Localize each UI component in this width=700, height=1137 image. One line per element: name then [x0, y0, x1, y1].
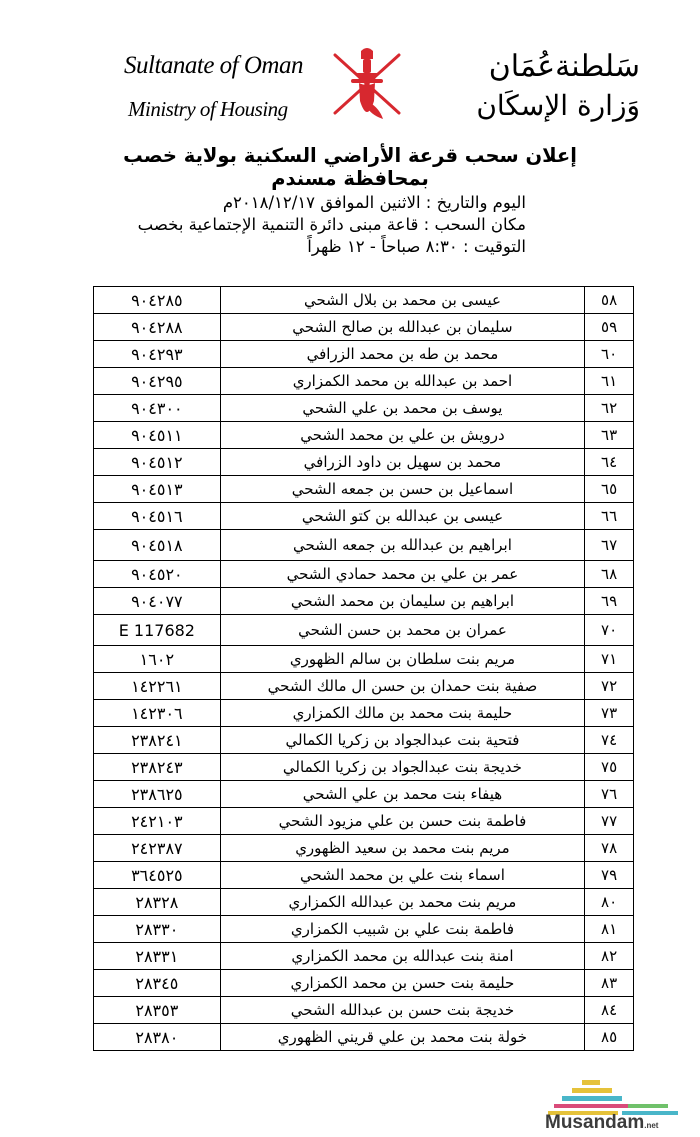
- row-code: ٢٨٣٤٥: [94, 970, 221, 997]
- table-row: [94, 727, 634, 754]
- row-code: ٩٠٤٢٩٥: [94, 368, 221, 395]
- row-name: خولة بنت محمد بن علي قريني الظهوري: [220, 1024, 584, 1051]
- row-name: سليمان بن عبدالله بن صالح الشحي: [220, 314, 584, 341]
- row-name: مريم بنت سلطان بن سالم الظهوري: [220, 646, 584, 673]
- row-name: حليمة بنت حسن بن محمد الكمزاري: [220, 970, 584, 997]
- row-number: ٦٣: [585, 422, 634, 449]
- row-code: E 117682: [94, 615, 221, 646]
- table-row: [94, 646, 634, 673]
- row-number: ٨٣: [585, 970, 634, 997]
- row-code: ٩٠٤٢٨٨: [94, 314, 221, 341]
- row-number: ٦٧: [585, 530, 634, 561]
- row-number: ٧٨: [585, 835, 634, 862]
- row-code: ٢٨٣٣١: [94, 943, 221, 970]
- table-row: [94, 615, 634, 646]
- table-row: [94, 287, 634, 314]
- row-name: محمد بن سهيل بن داود الزرافي: [220, 449, 584, 476]
- row-number: ٦٢: [585, 395, 634, 422]
- row-number: ٦٥: [585, 476, 634, 503]
- table-row: [94, 530, 634, 561]
- row-name: اسماء بنت علي بن محمد الشحي: [220, 862, 584, 889]
- row-name: هيفاء بنت محمد بن علي الشحي: [220, 781, 584, 808]
- announcement-title: إعلان سحب قرعة الأراضي السكنية بولاية خصب بمحافظة مسندم: [123, 144, 577, 190]
- table-row: [94, 673, 634, 700]
- ar-title: سَلطنةعُمَان: [488, 49, 640, 84]
- row-code: ١٤٢٢٦١: [94, 673, 221, 700]
- row-number: ٦٤: [585, 449, 634, 476]
- row-name: صفية بنت حمدان بن حسن ال مالك الشحي: [220, 673, 584, 700]
- row-name: فتحية بنت عبدالجواد بن زكريا الكمالي: [220, 727, 584, 754]
- table-row: [94, 970, 634, 997]
- beneficiaries-table: [93, 286, 634, 1051]
- row-number: ٥٨: [585, 287, 634, 314]
- row-name: مريم بنت محمد بن سعيد الظهوري: [220, 835, 584, 862]
- oman-emblem-icon: [327, 43, 407, 125]
- table-row: [94, 341, 634, 368]
- row-code: ٢٤٢١٠٣: [94, 808, 221, 835]
- table-row: [94, 561, 634, 588]
- row-name: عيسى بن محمد بن بلال الشحي: [220, 287, 584, 314]
- row-name: خديجة بنت حسن بن عبدالله الشحي: [220, 997, 584, 1024]
- row-code: ٢٨٣٥٣: [94, 997, 221, 1024]
- row-number: ٦٦: [585, 503, 634, 530]
- row-name: ابراهيم بن سليمان بن محمد الشحي: [220, 588, 584, 615]
- draw-date: اليوم والتاريخ : الاثنين الموافق ٢٠١٨/١٢/١٧م: [222, 193, 526, 212]
- row-number: ٨١: [585, 916, 634, 943]
- table-row: [94, 997, 634, 1024]
- row-number: ٧١: [585, 646, 634, 673]
- row-code: ٩٠٤٥٢٠: [94, 561, 221, 588]
- row-number: ٧٦: [585, 781, 634, 808]
- row-name: درويش بن علي بن محمد الشحي: [220, 422, 584, 449]
- table-row: [94, 916, 634, 943]
- row-number: ٧٥: [585, 754, 634, 781]
- table-row: [94, 889, 634, 916]
- row-code: ٢٣٨٦٢٥: [94, 781, 221, 808]
- row-code: ١٦٠٢: [94, 646, 221, 673]
- row-code: ٩٠٤٥١٦: [94, 503, 221, 530]
- table-row: [94, 1024, 634, 1051]
- row-name: خديجة بنت عبدالجواد بن زكريا الكمالي: [220, 754, 584, 781]
- table-row: [94, 449, 634, 476]
- row-number: ٨٢: [585, 943, 634, 970]
- table-row: [94, 368, 634, 395]
- row-number: ٧٤: [585, 727, 634, 754]
- watermark-suffix: .net: [644, 1121, 659, 1130]
- row-code: ٩٠٤٥١٢: [94, 449, 221, 476]
- row-number: ٦٠: [585, 341, 634, 368]
- watermark-text: [545, 1112, 658, 1134]
- table-row: [94, 422, 634, 449]
- table-row: [94, 476, 634, 503]
- table-row: [94, 862, 634, 889]
- watermark-name: Musandam: [545, 1112, 645, 1133]
- row-code: ٩٠٤٢٩٣: [94, 341, 221, 368]
- row-name: عمر بن علي بن محمد حمادي الشحي: [220, 561, 584, 588]
- row-name: مريم بنت محمد بن عبدالله الكمزاري: [220, 889, 584, 916]
- row-name: يوسف بن محمد بن علي الشحي: [220, 395, 584, 422]
- row-number: ٧٠: [585, 615, 634, 646]
- table-row: [94, 754, 634, 781]
- row-number: ٧٢: [585, 673, 634, 700]
- table-row: [94, 808, 634, 835]
- table-row: [94, 943, 634, 970]
- table-row: [94, 395, 634, 422]
- row-code: ٩٠٤٥١٨: [94, 530, 221, 561]
- en-title: Sultanate of Oman: [124, 52, 303, 79]
- row-name: محمد بن طه بن محمد الزرافي: [220, 341, 584, 368]
- row-name: امنة بنت عبدالله بن محمد الكمزاري: [220, 943, 584, 970]
- row-number: ٨٠: [585, 889, 634, 916]
- row-name: ابراهيم بن عبدالله بن جمعه الشحي: [220, 530, 584, 561]
- table-row: [94, 781, 634, 808]
- row-code: ٢٨٣٣٠: [94, 916, 221, 943]
- row-number: ٦٨: [585, 561, 634, 588]
- row-name: فاطمة بنت حسن بن علي مزيود الشحي: [220, 808, 584, 835]
- table-row: [94, 503, 634, 530]
- table-row: [94, 588, 634, 615]
- row-code: ٣٦٤٥٢٥: [94, 862, 221, 889]
- row-name: حليمة بنت محمد بن مالك الكمزاري: [220, 700, 584, 727]
- row-code: ٩٠٤٥١١: [94, 422, 221, 449]
- row-number: ٨٥: [585, 1024, 634, 1051]
- row-name: فاطمة بنت علي بن شبيب الكمزاري: [220, 916, 584, 943]
- row-number: ٧٩: [585, 862, 634, 889]
- row-name: عيسى بن عبدالله بن كتو الشحي: [220, 503, 584, 530]
- table-row: [94, 835, 634, 862]
- row-name: عمران بن محمد بن حسن الشحي: [220, 615, 584, 646]
- row-name: احمد بن عبدالله بن محمد الكمزاري: [220, 368, 584, 395]
- draw-time: التوقيت : ٨:٣٠ صباحاً - ١٢ ظهراً: [307, 237, 526, 256]
- row-code: ١٤٢٣٠٦: [94, 700, 221, 727]
- row-number: ٨٤: [585, 997, 634, 1024]
- letterhead: [0, 0, 700, 140]
- table-row: [94, 700, 634, 727]
- row-code: ٩٠٤٣٠٠: [94, 395, 221, 422]
- row-name: اسماعيل بن حسن بن جمعه الشحي: [220, 476, 584, 503]
- row-number: ٦١: [585, 368, 634, 395]
- row-number: ٦٩: [585, 588, 634, 615]
- row-number: ٧٣: [585, 700, 634, 727]
- row-code: ٩٠٤٢٨٥: [94, 287, 221, 314]
- en-subtitle: Ministry of Housing: [128, 97, 288, 121]
- row-number: ٧٧: [585, 808, 634, 835]
- row-code: ٢٨٣٢٨: [94, 889, 221, 916]
- row-code: ٩٠٤٠٧٧: [94, 588, 221, 615]
- table-row: [94, 314, 634, 341]
- ar-subtitle: وَزارة الإسكَان: [476, 89, 640, 122]
- draw-place: مكان السحب : قاعة مبنى دائرة التنمية الإجتماعية بخصب: [137, 215, 526, 234]
- row-code: ٢٤٢٣٨٧: [94, 835, 221, 862]
- row-code: ٢٣٨٢٤٣: [94, 754, 221, 781]
- row-code: ٢٨٣٨٠: [94, 1024, 221, 1051]
- row-code: ٢٣٨٢٤١: [94, 727, 221, 754]
- row-number: ٥٩: [585, 314, 634, 341]
- row-code: ٩٠٤٥١٣: [94, 476, 221, 503]
